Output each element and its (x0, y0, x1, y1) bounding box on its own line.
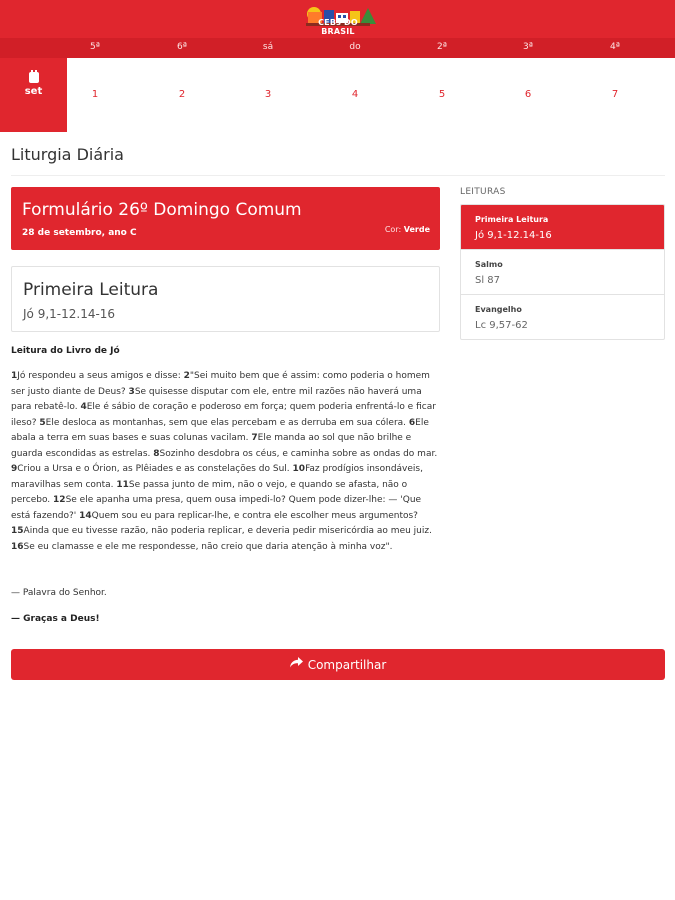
verse-text: Jó respondeu a seus amigos e disse: (17, 371, 184, 381)
liturgical-color-label: Cor: (384, 225, 402, 234)
weekday-label: sá (262, 42, 274, 52)
weekday-bar (0, 38, 675, 58)
share-icon (290, 657, 303, 672)
sidebar-title: LEITURAS (460, 187, 506, 197)
verse-text: Ele é sábio de coração e poderoso em força; quem poderia enfrentá-lo e ficar ileso? (11, 402, 436, 428)
day-button-1[interactable]: 1 (91, 89, 99, 100)
day-button-2[interactable]: 2 (178, 89, 186, 100)
day-button-6[interactable]: 6 (524, 89, 532, 100)
liturgy-date: 28 de setembro, ano C (22, 228, 137, 238)
weekday-label: 2ª (437, 42, 447, 52)
reading-card (11, 266, 440, 332)
weekday-label: 4ª (610, 42, 620, 52)
verse-number: 6 (408, 417, 416, 428)
verse-text: Ele manda ao sol que não brilhe e guarda escondidas as estrelas. (11, 433, 412, 459)
verse-text: Ainda que eu tivesse razão, não poderia replicar, e deveria pedir misericórdia ao meu juiz. (23, 526, 432, 536)
liturgical-color-value: Verde (403, 225, 430, 234)
day-button-3[interactable]: 3 (264, 89, 272, 100)
verse-number: 3 (128, 386, 135, 397)
verse-number: 4 (80, 402, 87, 412)
reading-title: Primeira Leitura (23, 280, 159, 300)
verse-number: 11 (116, 479, 129, 490)
sidebar-item-label: Primeira Leitura (475, 215, 549, 224)
sidebar-item-label: Evangelho (475, 305, 522, 314)
verse-number: 16 (11, 541, 24, 552)
weekday-label: do (349, 42, 361, 52)
sidebar-item-evangelho[interactable] (461, 295, 664, 340)
weekday-label: 3ª (523, 42, 533, 52)
verse-text: Faz prodígios insondáveis, maravilhas sem conta. (11, 464, 423, 490)
reading-text (11, 369, 441, 555)
day-button-5[interactable]: 5 (438, 89, 446, 100)
verse-text: Se quisesse disputar com ele, entre mil razões não haverá uma para rebatê-lo. (11, 386, 422, 412)
verse-number: 10 (292, 464, 306, 474)
verse-text: "Sei muito bem que é assim: como poderia o homem ser justo diante de Deus? (11, 371, 430, 397)
liturgy-header-card (11, 187, 440, 250)
sidebar-item-primeira-leitura[interactable] (461, 205, 664, 250)
page-title: Liturgia Diária (11, 145, 124, 164)
sidebar-item-salmo[interactable] (461, 250, 664, 295)
cebs-logo[interactable] (300, 2, 376, 36)
verse-number: 7 (251, 433, 258, 443)
sidebar-item-reference: Sl 87 (475, 275, 501, 286)
day-button-4[interactable]: 4 (351, 89, 359, 100)
verse-text: Ele abala a terra em suas bases e suas colunas vacilam. (11, 417, 429, 443)
verse-number: 12 (53, 495, 66, 505)
month-label: set (24, 86, 43, 97)
reading-response: — Graças a Deus! (11, 614, 100, 624)
reading-intro: Leitura do Livro de Jó (11, 346, 120, 356)
verse-number: 15 (11, 526, 24, 536)
share-button-label: Compartilhar (307, 657, 387, 672)
reading-reference: Jó 9,1-12.14-16 (23, 307, 116, 321)
weekday-label: 5ª (90, 42, 100, 52)
month-selector[interactable] (0, 58, 67, 132)
calendar-icon (29, 72, 39, 83)
liturgy-title: Formulário 26º Domingo Comum (22, 200, 302, 220)
day-button-7[interactable]: 7 (611, 89, 619, 100)
liturgical-color (385, 225, 430, 234)
share-button[interactable] (11, 649, 665, 680)
verse-text: Ele desloca as montanhas, sem que elas percebam e as derruba em sua cólera. (45, 417, 409, 428)
verse-number: 14 (79, 510, 92, 521)
verse-number: 5 (39, 417, 46, 428)
sidebar-item-label: Salmo (475, 260, 503, 269)
sidebar-item-reference: Lc 9,57-62 (475, 320, 528, 331)
verse-text: Se eu clamasse e ele me respondesse, não creio que daria atenção à minha voz". (23, 541, 393, 552)
reading-closing: — Palavra do Senhor. (11, 588, 107, 598)
readings-list (460, 204, 665, 340)
verse-text: Quem sou eu para replicar-lhe, e contra ele escolher meus argumentos? (91, 510, 418, 521)
verse-text: Se ele apanha uma presa, quem ousa impedi-lo? Quem pode dizer-lhe: — 'Que está fazendo?' (11, 495, 422, 521)
verse-number: 2 (183, 371, 190, 381)
verse-number: 1 (11, 371, 18, 381)
verse-text: Criou a Ursa e o Órion, as Plêiades e as constelações do Sul. (17, 464, 293, 474)
verse-number: 9 (11, 464, 18, 474)
top-bar (0, 0, 675, 38)
weekday-label: 6ª (177, 42, 187, 52)
sidebar-item-reference: Jó 9,1-12.14-16 (475, 230, 552, 241)
title-divider (11, 175, 665, 176)
verse-text: Sozinho desdobra os céus, e caminha sobre as ondas do mar. (159, 448, 438, 459)
verse-text: Se passa junto de mim, não o vejo, e quando se afasta, não o percebo. (11, 479, 408, 505)
logo-text: CEBs DO BRASIL (318, 18, 358, 36)
verse-number: 8 (153, 448, 160, 459)
